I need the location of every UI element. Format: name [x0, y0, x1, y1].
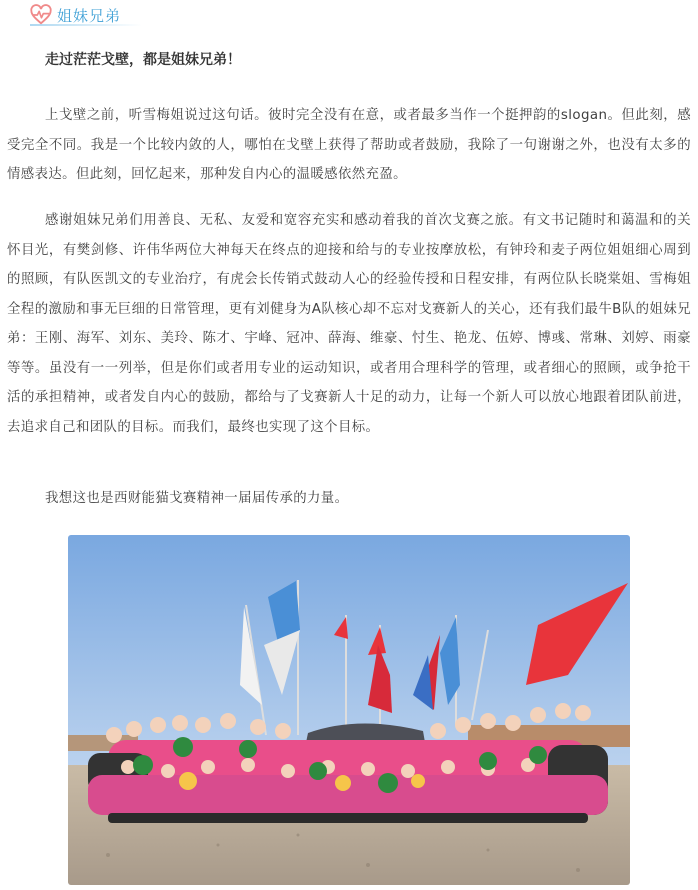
- column-title: 姐妹兄弟: [57, 6, 122, 25]
- paragraph-2: 感谢姐妹兄弟们用善良、无私、友爱和宽容充实和感动着我的首次戈赛之旅。有文书记随时和蔼温和的关怀目光，有樊剑修、许伟华两位大神每天在终点的迎接和给与的专业按摩放松，有钟玲和麦子两位姐姐细心周到的照顾，有队医凯文的专业治疗，有虎会长传销式鼓动人心的经验传授和日程安排，有两位队长晓棠姐、雪梅姐全程的激励和事无巨细的日常管理，更有刘健身为A队核心却不忘对戈赛新人的关心，还有我们最牛B队的姐妹兄弟：王刚、海军、刘东、美玲、陈才、宇峰、冠冲、薛海、维豪、忖生、艳龙、伍婷、博彧、常琳、刘婷、雨豪等等。虽没有一一列举，但是你们或者用专业的运动知识，或者用合理科学的管理，或者细心的照顾，或争抢干活的承担精神，或者发自内心的鼓励，都给与了戈赛新人十足的动力，让每一个新人可以放心地跟着团队前进，去追求自己和团队的目标。而我们，最终也实现了这个目标。: [7, 213, 691, 435]
- paragraph-1: 上戈壁之前，听雪梅姐说过这句话。彼时完全没有在意，或者最多当作一个挺押韵的slogan。但此刻，感受完全不同。我是一个比较内敛的人，哪怕在戈壁上获得了帮助或者鼓励，我除了一句谢谢之外，也没有太多的情感表达。但此刻，回忆起来，那种发自内心的温暖感依然充盈。: [7, 108, 691, 182]
- heart-icon: [30, 4, 52, 26]
- team-group-photo: [68, 535, 630, 885]
- title-underline: [30, 24, 142, 26]
- article-heading: 走过茫茫戈壁，都是姐妹兄弟！: [45, 52, 241, 68]
- column-header: [30, 4, 121, 26]
- paragraph-3: 我想这也是西财能猫戈赛精神一届届传承的力量。: [45, 491, 349, 506]
